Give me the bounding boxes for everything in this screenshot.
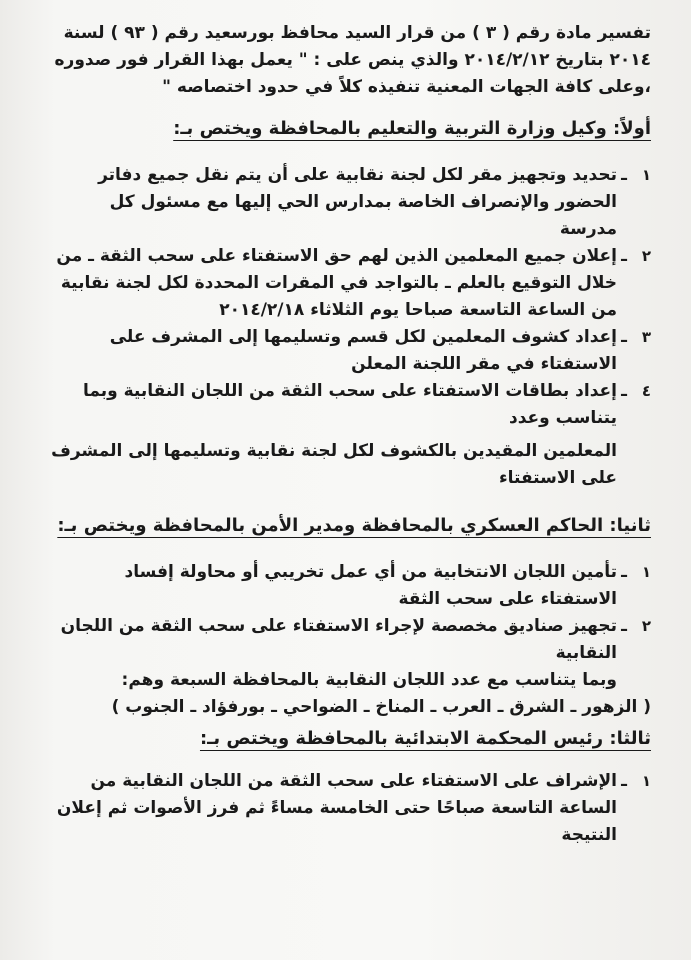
item-number: ٢ [641,617,651,635]
item-text: إعداد كشوف المعلمين لكل قسم وتسليمها إلى المشرف على الاستفتاء في مقر اللجنة المعلن [109,327,617,374]
item-text: تجهيز صناديق مخصصة لإجراء الاستفتاء على سحب الثقة من اللجان النقابية [60,616,617,663]
intro-paragraph: تفسير مادة رقم ( ٣ ) من قرار السيد محافظ بورسعيد رقم ( ٩٣ ) لسنة ٢٠١٤ بتاريخ ٢٠١٤/٢/١٢ والذي ينص على : " يعمل بهذا القرار فور صدوره ،وعلى كافة الجهات المعنية تنفيذه كلاً في حدود اختصاصه " [54,23,651,97]
item-text: إعداد بطاقات الاستفتاء على سحب الثقة من اللجان النقابية وبما يتناسب وعدد [82,381,617,428]
item-number: ١ [641,166,651,184]
document-body [48,20,651,849]
section-1-heading: أولاً: وكيل وزارة التربية والتعليم بالمحافظة ويختص بـ: [173,118,651,139]
item-number: ١ [641,772,651,790]
item-number: ٢ [641,247,651,265]
district-list: ( الزهور ـ الشرق ـ العرب ـ المناخ ـ الضواحي ـ بورفؤاد ـ الجنوب ) [111,697,651,717]
item-number: ٤ [641,382,651,400]
section-1-item-2: ٢ ـ إعلان جميع المعلمين الذين لهم حق الاستفتاء على سحب الثقة ـ من خلال التوقيع بالعلم ـ بالتواجد في المقرات المحددة لكل لجنة نقابية من الساعة التاسعة صباحا يوم الثلاثاء ٢٠١٤/٢/١٨ [48,243,651,324]
section-2-heading: ثانيا: الحاكم العسكري بالمحافظة ومدير الأمن بالمحافظة ويختص بـ: [57,515,651,536]
item-text: تحديد وتجهيز مقر لكل لجنة نقابية على أن يتم نقل جميع دفاتر الحضور والإنصراف الخاصة بمدارس الحي إليها مع مسئول كل مدرسة [98,165,617,239]
section-1-continuation: المعلمين المقيدين بالكشوف لكل لجنة نقابية وتسليمها إلى المشرف على الاستفتاء [51,441,617,488]
section-3-item-1: ١ ـ الإشراف على الاستفتاء على سحب الثقة من اللجان النقابية من الساعة التاسعة صباحًا حتى الخامسة مساءً ثم فرز الأصوات ثم إعلان النتيجة [48,768,651,849]
section-1-item-4: ٤ ـ إعداد بطاقات الاستفتاء على سحب الثقة من اللجان النقابية وبما يتناسب وعدد [48,378,651,432]
item-text: إعلان جميع المعلمين الذين لهم حق الاستفتاء على سحب الثقة ـ من خلال التوقيع بالعلم ـ بالتواجد في المقرات المحددة لكل لجنة نقابية من الساعة التاسعة صباحا يوم الثلاثاء ٢٠١٤/٢/١٨ [56,246,617,320]
section-2-item-2: ٢ ـ تجهيز صناديق مخصصة لإجراء الاستفتاء على سحب الثقة من اللجان النقابية [48,613,651,667]
item-number: ٣ [641,328,651,346]
section-3-heading: ثالثا: رئيس المحكمة الابتدائية بالمحافظة ويختص بـ: [199,728,651,749]
item-number: ١ [641,563,651,581]
section-1-item-3: ٣ ـ إعداد كشوف المعلمين لكل قسم وتسليمها إلى المشرف على الاستفتاء في مقر اللجنة المعلن [48,324,651,378]
section-1-item-1: ١ ـ تحديد وتجهيز مقر لكل لجنة نقابية على أن يتم نقل جميع دفاتر الحضور والإنصراف الخاصة بمدارس الحي إليها مع مسئول كل مدرسة [48,162,651,243]
item-text: تأمين اللجان الانتخابية من أي عمل تخريبي أو محاولة إفساد الاستفتاء على سحب الثقة [124,562,617,609]
section-2-note: وبما يتناسب مع عدد اللجان النقابية بالمحافظة السبعة وهم: [121,670,617,690]
item-text: الإشراف على الاستفتاء على سحب الثقة من اللجان النقابية من الساعة التاسعة صباحًا حتى الخامسة مساءً ثم فرز الأصوات ثم إعلان النتيجة [56,771,617,845]
section-2-item-1: ١ ـ تأمين اللجان الانتخابية من أي عمل تخريبي أو محاولة إفساد الاستفتاء على سحب الثقة [48,559,651,613]
